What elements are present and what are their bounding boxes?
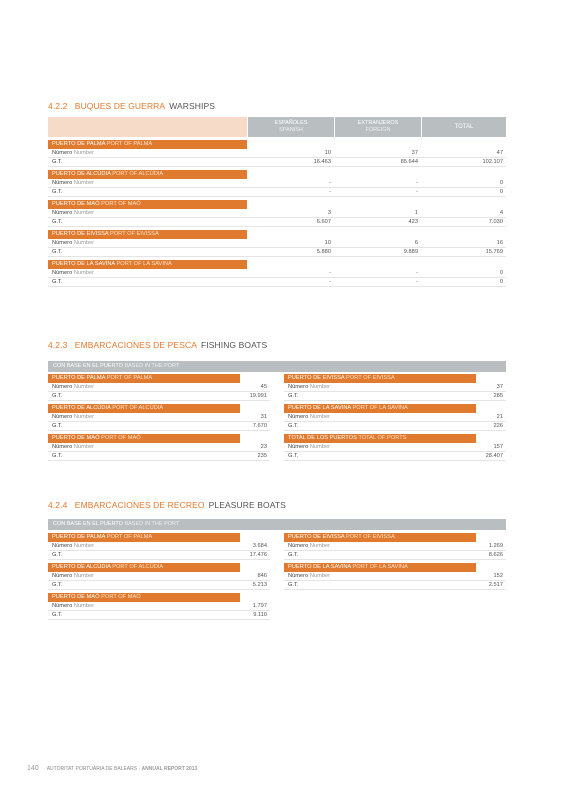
bar-es: CON BASE EN EL PUERTO — [53, 521, 123, 527]
row-label-en: Number — [309, 444, 331, 450]
row-label — [48, 158, 247, 166]
row-label-es: Número — [52, 270, 73, 276]
table-row — [48, 248, 506, 257]
table-row — [48, 149, 506, 158]
row-label-es: G.T. — [288, 552, 299, 558]
port-header — [48, 563, 240, 572]
table-row — [48, 218, 506, 227]
port-name-es: PUERTO DE MAÓ — [52, 201, 100, 207]
port-header — [284, 374, 476, 383]
value-foreign: - — [416, 189, 418, 195]
value-number: 45 — [260, 384, 267, 390]
port-name-en: PORT OF LA SAVINA — [352, 405, 408, 411]
row-label-es: G.T. — [288, 393, 299, 399]
port-block — [48, 374, 270, 401]
port-name-es: PUERTO DE EIVISSA — [52, 231, 109, 237]
warships-table — [48, 117, 506, 287]
row-label — [48, 248, 247, 256]
port-header — [284, 563, 476, 572]
port-name-es: TOTAL DE LOS PUERTOS — [288, 435, 357, 441]
section-title-en: FISHING BOATS — [200, 340, 268, 350]
value-number: 152 — [493, 573, 503, 579]
value-gt: 19.991 — [249, 393, 267, 399]
section-title-en: PLEASURE BOATS — [208, 500, 286, 510]
value-total: 102.107 — [482, 159, 503, 165]
value-number: 157 — [493, 444, 503, 450]
value-spanish: 3 — [327, 210, 331, 216]
row-label-en: Number — [309, 543, 331, 549]
value-number: 1.269 — [488, 543, 503, 549]
port-name-en: PORT OF MAÓ — [101, 201, 141, 207]
value-total: 15.769 — [485, 249, 503, 255]
row-label-es: Número — [52, 210, 73, 216]
port-header — [48, 200, 247, 209]
section-title-fishing-boats — [48, 340, 267, 350]
port-block — [48, 563, 270, 590]
row-label-en: Number — [73, 603, 95, 609]
port-header — [284, 533, 476, 542]
port-block — [284, 404, 506, 431]
port-header — [48, 404, 240, 413]
table-row — [48, 278, 506, 287]
section-title-es: BUQUES DE GUERRA — [74, 101, 166, 111]
value-gt: 285 — [493, 393, 503, 399]
port-header — [284, 434, 476, 443]
value-total: 7.030 — [488, 219, 503, 225]
row-label-es: G.T. — [52, 279, 63, 285]
section-number: 4.2.4 — [48, 500, 68, 510]
page-footer — [27, 765, 197, 772]
value-total: 16 — [496, 240, 503, 246]
row-label — [48, 392, 213, 400]
value-spanish: - — [329, 279, 331, 285]
row-label-es: G.T. — [52, 453, 63, 459]
row-label-es: Número — [52, 150, 73, 156]
port-name-es: PUERTO DE EIVISSA — [288, 534, 345, 540]
row-label-en: Number — [309, 414, 331, 420]
footer-org: AUTORITAT PORTUÀRIA DE BALEARS — [46, 766, 138, 772]
row-label — [48, 611, 213, 619]
row-label — [48, 443, 213, 451]
section-number: 4.2.2 — [48, 101, 68, 111]
table-row — [284, 392, 506, 401]
port-name-es: PUERTO DE PALMA — [52, 375, 106, 381]
section-title-warships — [48, 101, 215, 111]
table-row — [284, 452, 506, 461]
row-label-es: G.T. — [52, 612, 63, 618]
row-label-en: Number — [73, 573, 95, 579]
value-total: 0 — [499, 270, 503, 276]
row-label — [48, 452, 213, 460]
row-label — [284, 452, 449, 460]
value-number: 21 — [496, 414, 503, 420]
table-row — [284, 413, 506, 422]
section-title-es: EMBARCACIONES DE PESCA — [74, 340, 197, 350]
port-header — [48, 434, 240, 443]
footer-report: ANNUAL REPORT 2013 — [141, 766, 198, 772]
row-label-en: Number — [309, 573, 331, 579]
port-name-en: PORT OF LA SAVINA — [352, 564, 408, 570]
port-header — [48, 593, 240, 602]
value-foreign: 423 — [408, 219, 418, 225]
value-gt: 28.407 — [485, 453, 503, 459]
row-label-es: G.T. — [288, 453, 299, 459]
table-row — [48, 269, 506, 278]
row-label — [48, 278, 247, 286]
port-name-es: PUERTO DE LA SAVINA — [52, 261, 115, 267]
table-header — [48, 117, 506, 137]
value-total: 47 — [496, 150, 503, 156]
row-label-es: G.T. — [288, 423, 299, 429]
row-label — [284, 443, 449, 451]
based-in-port-bar — [48, 361, 506, 372]
value-foreign: 9.889 — [403, 249, 418, 255]
table-row — [284, 572, 506, 581]
row-label-es: G.T. — [52, 159, 63, 165]
section-title-es: EMBARCACIONES DE RECREO — [74, 500, 205, 510]
row-label-es: Número — [52, 543, 73, 549]
port-block — [48, 593, 270, 620]
value-gt: 235 — [257, 453, 267, 459]
row-label — [284, 422, 449, 430]
value-foreign: - — [416, 180, 418, 186]
port-name-es: PUERTO DE PALMA — [52, 141, 106, 147]
table-row — [48, 239, 506, 248]
value-spanish: - — [329, 270, 331, 276]
row-label — [284, 551, 449, 559]
value-foreign: 1 — [414, 210, 418, 216]
port-name-en: PORT OF EIVISSA — [345, 375, 395, 381]
header-es: EXTRANJEROS — [357, 120, 399, 126]
table-row — [48, 383, 270, 392]
row-label-es: G.T. — [52, 393, 63, 399]
port-block — [284, 434, 506, 461]
port-name-es: PUERTO DE EIVISSA — [288, 375, 345, 381]
footer-sep: · — [138, 766, 141, 772]
port-header — [48, 170, 247, 179]
table-row — [48, 188, 506, 197]
port-name-en: PORT OF LA SAVINA — [116, 261, 172, 267]
port-name-es: PUERTO DE ALCÚDIA — [52, 564, 111, 570]
row-label-en: Number — [73, 414, 95, 420]
port-name-en: PORT OF EIVISSA — [109, 231, 159, 237]
value-total: 0 — [499, 279, 503, 285]
bar-en: BASED IN THE PORT — [124, 363, 180, 369]
value-total: 0 — [499, 189, 503, 195]
row-label-es: G.T. — [288, 582, 299, 588]
row-label-es: G.T. — [52, 552, 63, 558]
table-row — [48, 413, 270, 422]
row-label-es: Número — [288, 543, 309, 549]
port-block — [284, 563, 506, 590]
row-label — [48, 269, 247, 277]
value-spanish: - — [329, 189, 331, 195]
table-row — [48, 551, 270, 560]
table-row — [284, 551, 506, 560]
port-header — [48, 230, 247, 239]
row-label-en: Number — [73, 150, 95, 156]
row-label — [284, 392, 449, 400]
row-label-es: Número — [288, 444, 309, 450]
section-title-en: WARSHIPS — [169, 101, 216, 111]
port-name-en: PORT OF ALCÚDIA — [112, 171, 164, 177]
value-gt: 17.476 — [249, 552, 267, 558]
row-label-es: Número — [52, 180, 73, 186]
port-header — [48, 260, 247, 269]
bar-es: CON BASE EN EL PUERTO — [53, 363, 123, 369]
port-name-en: PORT OF PALMA — [106, 141, 153, 147]
row-label — [48, 551, 213, 559]
row-label — [48, 188, 247, 196]
header-blank — [48, 117, 247, 137]
row-label — [284, 413, 449, 421]
row-label-es: Número — [52, 384, 73, 390]
row-label — [48, 149, 247, 157]
row-label — [48, 383, 213, 391]
row-label — [48, 572, 213, 580]
table-row — [284, 422, 506, 431]
row-label-en: Number — [73, 384, 95, 390]
value-gt: 8.626 — [488, 552, 503, 558]
row-label-en: Number — [73, 240, 95, 246]
row-label-es: G.T. — [52, 423, 63, 429]
value-foreign: 37 — [411, 150, 418, 156]
header-total: TOTAL — [422, 117, 506, 137]
row-label-es: G.T. — [52, 219, 63, 225]
value-spanish: 10 — [324, 150, 331, 156]
row-label — [284, 572, 449, 580]
table-row — [48, 158, 506, 167]
table-row — [284, 542, 506, 551]
row-label-es: G.T. — [52, 582, 63, 588]
port-header — [48, 140, 247, 149]
row-label-es: Número — [288, 384, 309, 390]
port-block — [48, 434, 270, 461]
header-spanish — [248, 117, 334, 137]
row-label-es: Número — [52, 603, 73, 609]
port-name-en: PORT OF MAÓ — [101, 594, 141, 600]
row-label — [284, 542, 449, 550]
row-label-es: Número — [288, 414, 309, 420]
table-row — [48, 392, 270, 401]
value-number: 846 — [257, 573, 267, 579]
value-foreign: - — [416, 279, 418, 285]
table-row — [284, 443, 506, 452]
value-total: 0 — [499, 180, 503, 186]
fishing-left-column — [48, 374, 270, 464]
value-number: 23 — [260, 444, 267, 450]
row-label-en: Number — [309, 384, 331, 390]
value-spanish: 5.880 — [316, 249, 331, 255]
table-row — [48, 422, 270, 431]
port-name-es: PUERTO DE LA SAVINA — [288, 405, 351, 411]
value-total: 4 — [499, 210, 503, 216]
table-row — [284, 581, 506, 590]
value-foreign: 6 — [414, 240, 418, 246]
row-label — [48, 179, 247, 187]
pleasure-left-column — [48, 533, 270, 623]
header-en: FOREIGN — [365, 127, 391, 133]
port-name-es: PUERTO DE MAÓ — [52, 435, 100, 441]
value-spanish: 6.607 — [316, 219, 331, 225]
row-label-es: Número — [288, 573, 309, 579]
value-gt: 2.517 — [488, 582, 503, 588]
row-label — [48, 602, 213, 610]
header-es: ESPAÑOLES — [274, 120, 308, 126]
port-name-en: PORT OF PALMA — [106, 375, 153, 381]
table-row — [48, 179, 506, 188]
table-row — [284, 383, 506, 392]
port-name-es: PUERTO DE LA SAVINA — [288, 564, 351, 570]
port-name-en: PORT OF EIVISSA — [345, 534, 395, 540]
fishing-right-column — [284, 374, 506, 464]
row-label — [284, 581, 449, 589]
bar-en: BASED IN THE PORT — [124, 521, 180, 527]
value-number: 31 — [260, 414, 267, 420]
row-label-en: Number — [73, 543, 95, 549]
row-label-es: Número — [52, 240, 73, 246]
row-label-en: Number — [73, 180, 95, 186]
port-header — [48, 374, 240, 383]
row-label-es: Número — [52, 573, 73, 579]
row-label — [48, 218, 247, 226]
table-row — [48, 572, 270, 581]
port-name-en: PORT OF PALMA — [106, 534, 153, 540]
table-row — [48, 443, 270, 452]
port-name-es: PUERTO DE ALCÚDIA — [52, 405, 111, 411]
value-spanish: 10 — [324, 240, 331, 246]
value-gt: 7.670 — [252, 423, 267, 429]
table-row — [48, 209, 506, 218]
header-foreign — [335, 117, 421, 137]
row-label — [48, 422, 213, 430]
value-number: 3.684 — [252, 543, 267, 549]
value-spanish: 16.463 — [313, 159, 331, 165]
value-foreign: 85.644 — [400, 159, 418, 165]
port-name-en: PORT OF ALCÚDIA — [112, 405, 164, 411]
value-number: 37 — [496, 384, 503, 390]
port-name-es: PUERTO DE ALCÚDIA — [52, 171, 111, 177]
port-block — [284, 374, 506, 401]
table-row — [48, 602, 270, 611]
based-in-port-bar — [48, 519, 506, 530]
row-label-es: Número — [52, 414, 73, 420]
port-block — [48, 404, 270, 431]
pleasure-right-column — [284, 533, 506, 593]
row-label — [48, 413, 213, 421]
section-title-pleasure-boats — [48, 500, 286, 510]
port-name-en: PORT OF MAÓ — [101, 435, 141, 441]
row-label — [48, 581, 213, 589]
value-gt: 9.110 — [253, 612, 267, 618]
row-label-es: Número — [52, 444, 73, 450]
table-row — [48, 452, 270, 461]
row-label-es: G.T. — [52, 249, 63, 255]
table-row — [48, 581, 270, 590]
table-row — [48, 611, 270, 620]
port-header — [284, 404, 476, 413]
row-label-es: G.T. — [52, 189, 63, 195]
value-gt: 5.213 — [252, 582, 267, 588]
page-number: 140 — [27, 765, 39, 772]
row-label — [48, 239, 247, 247]
value-spanish: - — [329, 180, 331, 186]
value-gt: 226 — [493, 423, 503, 429]
port-name-en: PORT OF ALCÚDIA — [112, 564, 164, 570]
value-foreign: - — [416, 270, 418, 276]
row-label-en: Number — [73, 210, 95, 216]
row-label — [48, 542, 213, 550]
row-label — [284, 383, 449, 391]
port-name-es: PUERTO DE PALMA — [52, 534, 106, 540]
port-name-en: TOTAL OF PORTS — [358, 435, 407, 441]
header-en: SPANISH — [279, 127, 303, 133]
port-block — [284, 533, 506, 560]
row-label-en: Number — [73, 270, 95, 276]
row-label-en: Number — [73, 444, 95, 450]
row-label — [48, 209, 247, 217]
port-block — [48, 533, 270, 560]
port-name-es: PUERTO DE MAÓ — [52, 594, 100, 600]
section-number: 4.2.3 — [48, 340, 68, 350]
value-number: 1.797 — [252, 603, 267, 609]
table-row — [48, 542, 270, 551]
port-header — [48, 533, 240, 542]
